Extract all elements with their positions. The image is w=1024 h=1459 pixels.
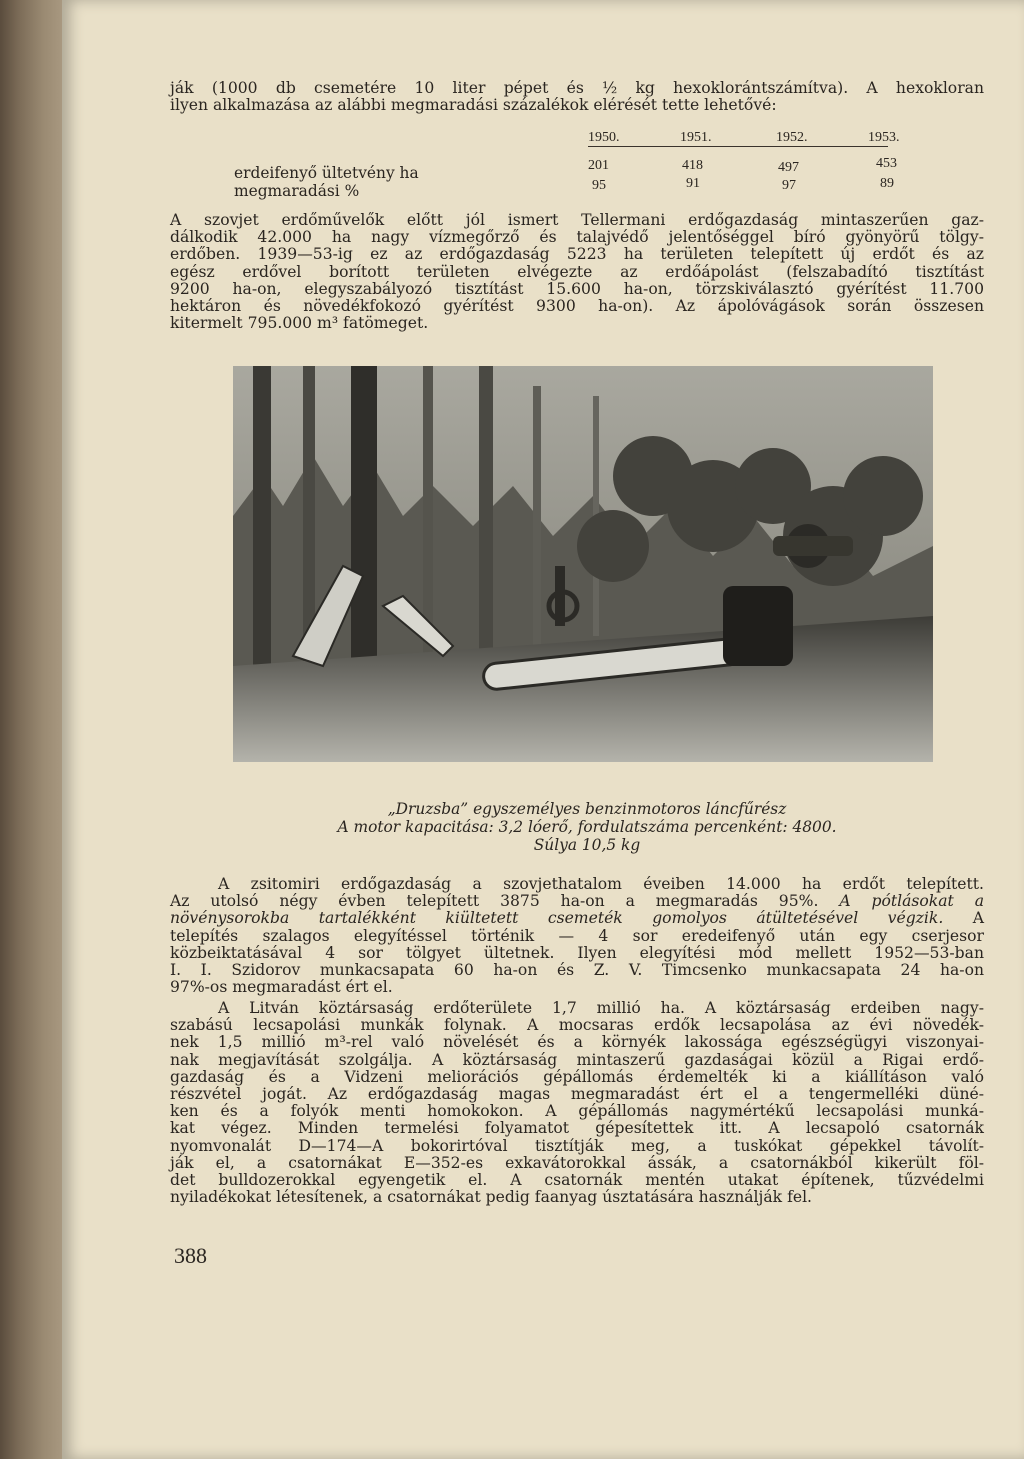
caption-line: Súlya 10,5 kg: [533, 836, 641, 854]
book-binding-edge: [0, 0, 62, 1459]
text-line: nek 1,5 millió m³-rel való növelését és a környék lakossága egészségügyi viszonyai-: [170, 1033, 984, 1052]
litvan-paragraph: [170, 1000, 984, 1206]
text-line: ken és a folyók menti homokokon. A gépállomás nagymértékű lecsapolási munká-: [170, 1102, 984, 1121]
table-cell: 97: [782, 178, 796, 193]
page-number: 388: [174, 1243, 207, 1268]
photo-caption: [262, 800, 912, 854]
year-header: 1953.: [868, 130, 900, 145]
zsitomir-paragraph: [170, 876, 984, 996]
text-line: nyomvonalát D—174—A bokorirtóval tisztítják meg, a tuskókat gépekkel távolít-: [170, 1136, 984, 1155]
year-header: 1950.: [588, 130, 620, 145]
book-page: [62, 0, 1024, 1459]
text-line: A Litván köztársaság erdőterülete 1,7 millió ha. A köztársaság erdeiben nagy-: [218, 999, 984, 1017]
row-label: megmaradási %: [234, 182, 360, 200]
year-header: 1952.: [776, 130, 808, 145]
text-line: gazdaság és a Vidzeni meliorációs gépállomás érdemelték ki a kiállításon való: [170, 1067, 984, 1086]
table-cell: 418: [682, 158, 703, 173]
caption-line: A motor kapacitása: 3,2 lóerő, fordulatszáma percenként: 4800.: [337, 818, 837, 836]
chainsaw-exhibit-photo: [233, 366, 933, 762]
text-line: ják el, a csatornákat E—352-es exkavátorokkal ássák, a csatornákból kikerült föl-: [170, 1153, 984, 1172]
tellerman-paragraph: [170, 212, 984, 332]
text-line: dálkodik 42.000 ha nagy vízmegőrző és talajvédő jelentőséggel bíró gyönyörű tölgy-: [170, 228, 984, 247]
table-cell: 453: [876, 156, 897, 171]
intro-line: ilyen alkalmazása az alábbi megmaradási százalékok elérését tette lehetővé:: [170, 96, 777, 115]
table-cell: 497: [778, 160, 799, 175]
table-cell: 201: [588, 158, 609, 173]
text-span: A: [943, 909, 985, 928]
text-line: nyiladékokat létesítenek, a csatornákat pedig faanyag úsztatására használják fel.: [170, 1188, 813, 1207]
text-line: szabású lecsapolási munkák folynak. A mocsaras erdők lecsapolása az évi növedék-: [170, 1016, 984, 1035]
intro-paragraph: [170, 80, 984, 114]
text-line: telepítés szalagos elegyítéssel történik — 4 sor eredeifenyő után egy cserjesor: [170, 926, 984, 945]
intro-line: ják (1000 db csemetére 10 liter pépet és ½ kg hexoklorántszámítva). A hexokloran: [170, 79, 984, 97]
text-line: 97%-os megmaradást ért el.: [170, 978, 393, 997]
text-line: det bulldozerokkal egyengetik el. A csatornák mentén utakat építenek, tűzvédelmi: [170, 1171, 984, 1190]
text-line: erdőben. 1939—53-ig ez az erdőgazdaság 5223 ha területen telepített új erdőt és az: [170, 245, 984, 264]
text-line: 9200 ha-on, elegyszabályozó tisztítást 15.600 ha-on, törzskiválasztó gyérítést 11.700: [170, 279, 984, 298]
text-line: A zsitomiri erdőgazdaság a szovjethatalom éveiben 14.000 ha erdőt telepített.: [218, 875, 984, 893]
italic-span: A pótlásokat a: [839, 892, 985, 911]
text-line: A szovjet erdőművelők előtt jól ismert Tellermani erdőgazdaság mintaszerűen gaz-: [170, 211, 984, 229]
text-line: I. I. Szidorov munkacsapata 60 ha-on és Z. V. Timcsenko munkacsapata 24 ha-on: [170, 961, 984, 980]
text-line: egész erdővel borított területen elvégezte az erdőápolást (felszabadító tisztítást: [170, 262, 984, 281]
text-line: nak megjavítását szolgálja. A köztársaság mintaszerű gazdaságai közül a Rigai erdő-: [170, 1050, 984, 1069]
year-header: 1951.: [680, 130, 712, 145]
text-span: Az utolsó négy évben telepített 3875 ha-on a megmaradás 95%.: [170, 892, 840, 911]
text-line: részvétel jogát. Az erdőgazdaság magas megmaradást ért el a tengermelléki düné-: [170, 1085, 984, 1104]
text-line: [170, 910, 984, 927]
table-cell: 95: [592, 178, 606, 193]
text-line: kitermelt 795.000 m³ fatömeget.: [170, 314, 429, 333]
table-cell: 91: [686, 176, 700, 191]
text-line: hektáron és növedékfokozó gyérítést 9300 ha-on). Az ápolóvágások során összesen: [170, 297, 984, 316]
caption-line: „Druzsba” egyszemélyes benzinmotoros láncfűrész: [387, 800, 787, 818]
text-line: [170, 893, 984, 910]
header-rule: [588, 146, 888, 147]
text-line: kat végez. Minden termelési folyamatot gépesítettek itt. A lecsapoló csatornák: [170, 1119, 984, 1138]
table-cell: 89: [880, 176, 894, 191]
text-line: közbeiktatásával 4 sor tölgyet ültetnek. Ilyen elegyítési mód mellett 1952—53-ban: [170, 943, 984, 962]
italic-span: növénysorokba tartalékként kiültetett csemeték gomolyos átültetésével végzik.: [170, 909, 944, 928]
row-label: erdeifenyő ültetvény ha: [234, 164, 419, 182]
